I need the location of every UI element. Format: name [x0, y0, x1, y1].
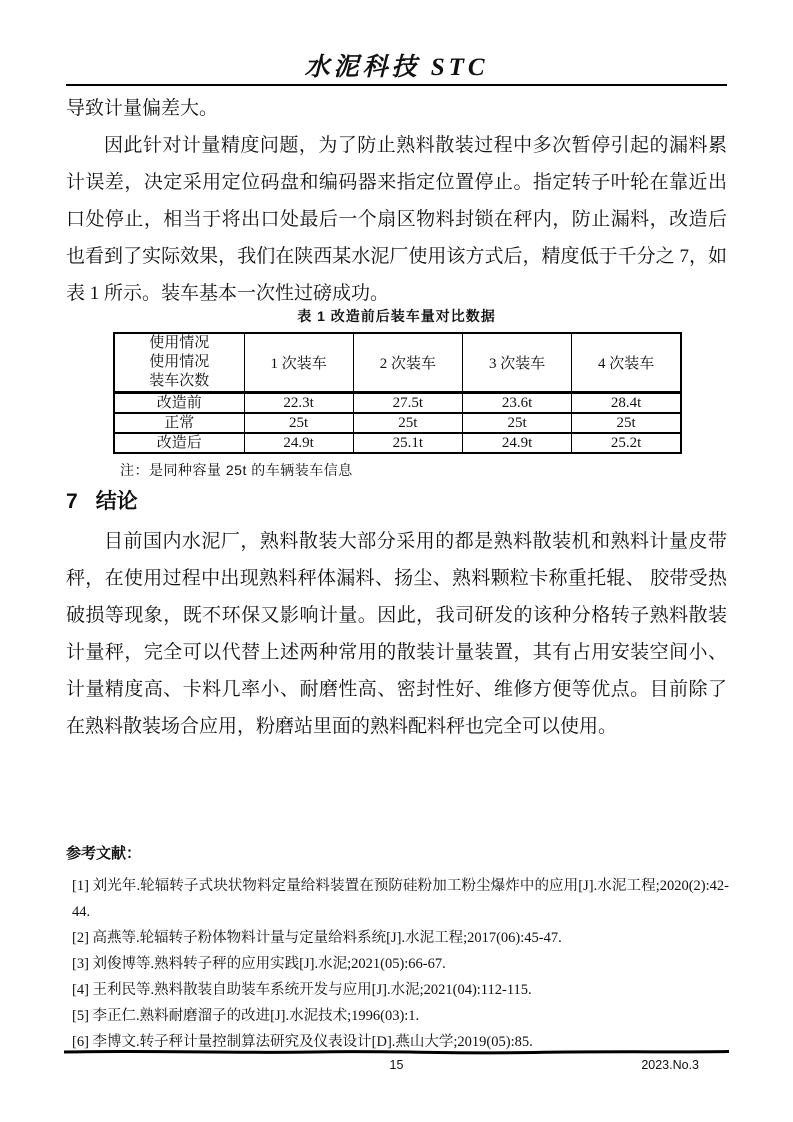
paragraph-continued: 导致计量偏差大。: [66, 98, 219, 119]
table-cell: 25.1t: [353, 433, 462, 453]
table-cell: 25t: [463, 413, 572, 433]
section-heading: [66, 485, 138, 515]
issue-label: 2023.No.3: [641, 1058, 699, 1072]
body-paragraph: 因此针对计量精度问题，为了防止熟料散装过程中多次暂停引起的漏料累计误差，决定采用定位码盘和编码器来指定位置停止。指定转子叶轮在靠近出口处停止，相当于将出口处最后一个扇区物料封锁在秤内，防止漏料，改造后也看到了实际效果，我们在陕西某水泥厂使用该方式后，精度低于千分之 7，如表 1 所示。装车基本一次性过磅成功。: [66, 135, 727, 304]
references-heading: 参考文献：: [66, 845, 142, 862]
reference-item: [5] 李正仁.熟料耐磨溜子的改进[J].水泥技术;1996(03):1.: [72, 1008, 420, 1024]
table-column-header: 1 次装车: [244, 333, 353, 393]
stub-line: 装车次数: [149, 373, 210, 389]
comparison-table: [113, 332, 682, 454]
table-cell: 23.6t: [463, 393, 572, 414]
reference-item: [4] 王利民等.熟料散装自助装车系统开发与应用[J].水泥;2021(04):112-115.: [72, 982, 532, 998]
stub-line: 使用情况: [149, 335, 210, 351]
table-cell: 22.3t: [244, 393, 353, 414]
table-cell: 25t: [353, 413, 462, 433]
page-footer: [66, 1058, 727, 1076]
footer-rule: [64, 1048, 729, 1056]
table-row: [114, 413, 681, 433]
table-column-header: 4 次装车: [572, 333, 681, 393]
table-row: [114, 433, 681, 453]
page-number: 15: [389, 1058, 404, 1072]
reference-item: [2] 高燕等.轮辐转子粉体物料计量与定量给料系统[J].水泥工程;2017(06):45-47.: [72, 930, 562, 946]
reference-item: [3] 刘俊博等.熟料转子秤的应用实践[J].水泥;2021(05):66-67.: [72, 956, 446, 972]
references-section: [66, 842, 729, 1055]
header-rule: [66, 84, 727, 86]
journal-title: 水泥科技 STC: [304, 54, 489, 81]
reference-item: [6] 李博文.转子秤计量控制算法研究及仪表设计[D].燕山大学;2019(05):85.: [72, 1034, 533, 1050]
table-note: 注：是同种容量 25t 的车辆装车信息: [120, 462, 353, 478]
section-number: 7: [66, 490, 78, 513]
table-column-header: 3 次装车: [463, 333, 572, 393]
row-label: 正常: [114, 413, 244, 433]
table-cell: 25.2t: [572, 433, 681, 453]
table-caption: 表 1 改造前后装车量对比数据: [297, 308, 496, 324]
table-cell: 28.4t: [572, 393, 681, 414]
table-header-row: [114, 333, 681, 393]
body-text-block: [66, 90, 727, 312]
reference-item: [1] 刘光年.轮辐转子式块状物料定量给料装置在预防硅粉加工粉尘爆炸中的应用[J].水泥工程;2020(2):42-44.: [72, 878, 729, 920]
table-header-stub-cell: [114, 333, 244, 393]
table-row: [114, 393, 681, 414]
table-cell: 24.9t: [463, 433, 572, 453]
table-cell: 25t: [572, 413, 681, 433]
table-cell: 27.5t: [353, 393, 462, 414]
stub-line: 使用情况: [149, 354, 210, 370]
section-title: 结论: [95, 490, 138, 513]
table-cell: 25t: [244, 413, 353, 433]
row-label: 改造前: [114, 393, 244, 414]
row-label: 改造后: [114, 433, 244, 453]
table-column-header: 2 次装车: [353, 333, 462, 393]
conclusion-paragraph: 目前国内水泥厂，熟料散装大部分采用的都是熟料散装机和熟料计量皮带秤，在使用过程中出现熟料秤体漏料、扬尘、熟料颗粒卡称重托辊、 胶带受热破损等现象，既不环保又影响计量。因此，我司研发的该种分格转子熟料散装计量秤，完全可以代替上述两种常用的散装计量装置，其有占用安装空间小、计量精度高、卡料几率小、耐磨性高、密封性好、维修方便等优点。目前除了在熟料散装场合应用，粉磨站里面的熟料配料秤也完全可以使用。: [66, 531, 727, 737]
table-cell: 24.9t: [244, 433, 353, 453]
